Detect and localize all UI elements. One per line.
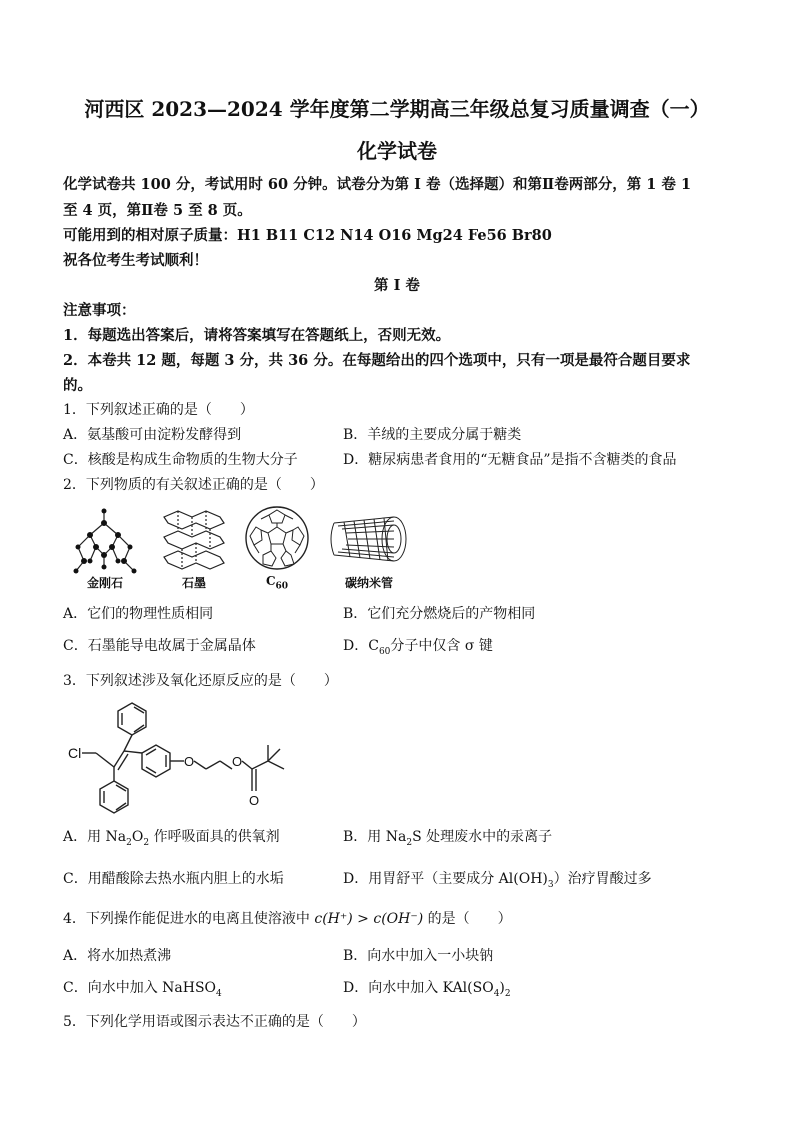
intro-line-2: 至 4 页，第Ⅱ卷 5 至 8 页。 — [63, 202, 252, 219]
note-2a: 2．本卷共 12 题，每题 3 分，共 36 分。在每题给出的四个选项中，只有一项是最符合题目要求 — [63, 352, 691, 369]
q3-option-a: A．用 $Na_2O_2$ 作呼吸面具的供氧剂 — [63, 829, 280, 848]
notes-title: 注意事项： — [63, 302, 136, 319]
c60-label: $C_{60}$ — [265, 574, 289, 592]
q3-option-c: C．用醋酸除去热水瓶内胆上的水垢 — [63, 871, 284, 887]
q3-option-b: B．用 $Na_2S$ 处理废水中的汞离子 — [343, 829, 553, 848]
q4-stem: 4．下列操作能促进水的电离且使溶液中 c(H⁺) > c(OH⁻) 的是（ ） — [63, 911, 512, 927]
q1-option-c: C．核酸是构成生命物质的生物大分子 — [63, 452, 298, 468]
q1-stem: 1．下列叙述正确的是（ ） — [63, 402, 254, 418]
oxygen-label-2: O — [232, 754, 243, 769]
atomic-masses: 可能用到的相对原子质量：H1 B11 C12 N14 O16 Mg24 Fe56 Br80 — [63, 227, 552, 244]
graphite-structure-image — [158, 505, 230, 571]
q4-option-b: B．向水中加入一小块钠 — [343, 948, 494, 964]
note-2b: 的。 — [63, 377, 92, 394]
oxygen-label-1: O — [184, 754, 195, 769]
q2-option-b: B．它们充分燃烧后的产物相同 — [343, 606, 536, 622]
subject-title: 化学试卷 — [357, 139, 437, 163]
exam-title: 河西区 2023—2024 学年度第二学期高三年级总复习质量调查（一） — [84, 97, 710, 121]
q1-option-d: D．糖尿病患者食用的“无糖食品”是指不含糖类的食品 — [343, 452, 677, 468]
q2-option-a: A．它们的物理性质相同 — [63, 606, 214, 622]
chlorine-label: Cl — [68, 745, 82, 761]
q5-stem: 5．下列化学用语或图示表达不正确的是（ ） — [63, 1014, 366, 1030]
good-luck: 祝各位考生考试顺利！ — [63, 252, 208, 269]
q2-option-d: D．$C_{60}$分子中仅含 σ 键 — [343, 638, 493, 657]
nanotube-label: 碳纳米管 — [344, 576, 393, 590]
c60-structure-image — [243, 505, 311, 571]
intro-line-1: 化学试卷共 100 分，考试用时 60 分钟。试卷分为第 Ⅰ 卷（选择题）和第Ⅱ卷两部分，第 1 卷 1 — [63, 176, 692, 193]
note-1: 1．每题选出答案后，请将答案填写在答题纸上，否则无效。 — [63, 327, 451, 344]
oxygen-label-3: O — [249, 793, 260, 808]
q2-option-c: C．石墨能导电故属于金属晶体 — [63, 638, 256, 654]
q3-option-d: D．用胃舒平（主要成分 $Al(OH)_3$）治疗胃酸过多 — [343, 871, 652, 890]
section-heading: 第 Ⅰ 卷 — [374, 277, 420, 294]
diamond-label: 金刚石 — [86, 576, 123, 590]
graphite-label: 石墨 — [181, 576, 206, 590]
q4-math: c(H⁺) > c(OH⁻) — [314, 911, 424, 927]
molecule-structure-image — [62, 695, 292, 815]
diamond-structure-image — [66, 505, 144, 577]
q4-option-d: D．向水中加入 $KAl(SO_4)_2$ — [343, 980, 511, 999]
q1-option-b: B．羊绒的主要成分属于糖类 — [343, 427, 522, 443]
q4-option-c: C．向水中加入 NaHSO$_4$ — [63, 980, 222, 999]
carbon-nanotube-image — [328, 513, 410, 565]
q1-option-a: A．氨基酸可由淀粉发酵得到 — [63, 427, 242, 443]
q2-stem: 2．下列物质的有关叙述正确的是（ ） — [63, 477, 324, 493]
q3-stem: 3．下列叙述涉及氧化还原反应的是（ ） — [63, 673, 338, 689]
q4-option-a: A．将水加热煮沸 — [63, 948, 172, 964]
